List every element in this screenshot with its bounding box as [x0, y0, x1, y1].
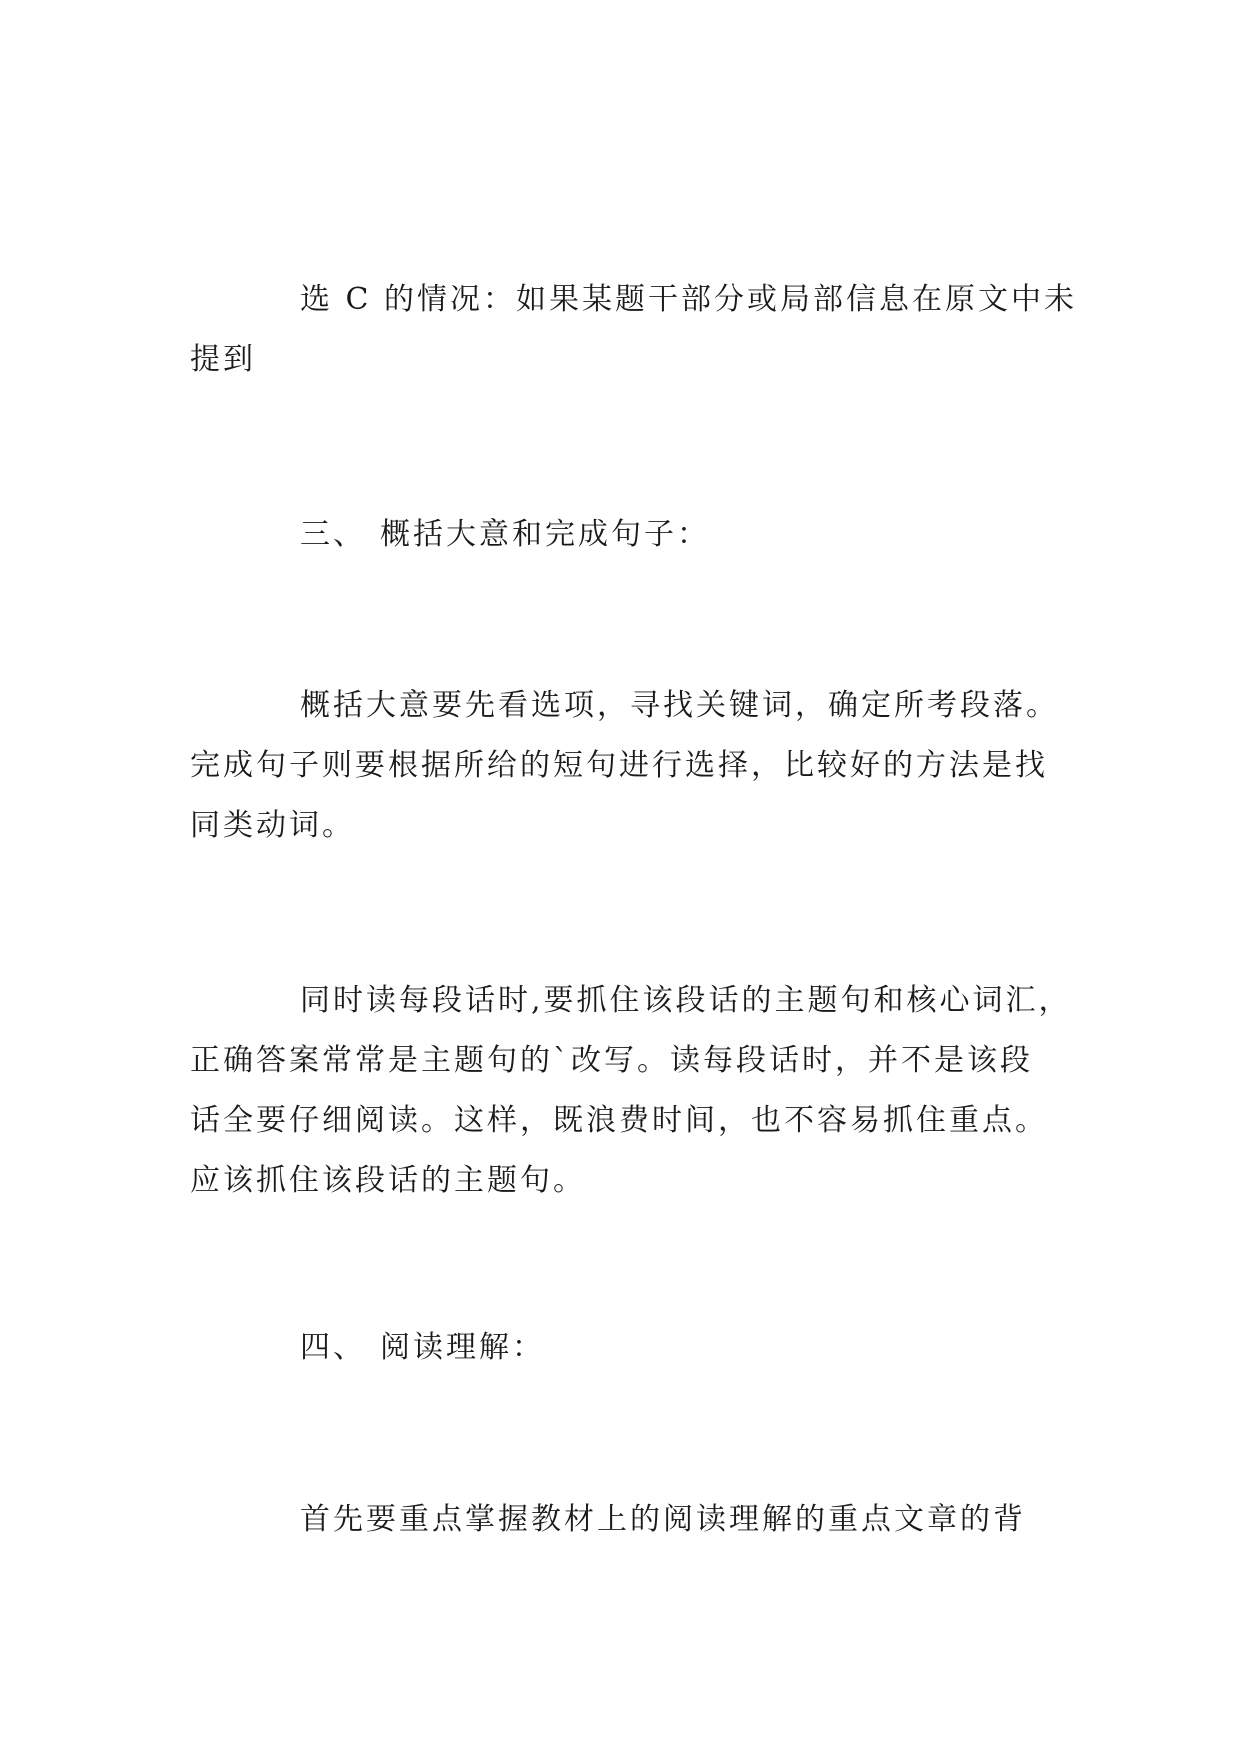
paragraph-line: 首先要重点掌握教材上的阅读理解的重点文章的背 — [300, 1502, 1026, 1537]
paragraph-line: 完成句子则要根据所给的短句进行选择，比较好的方法是找 — [190, 748, 1048, 783]
paragraph-line: 提到 — [190, 342, 256, 377]
paragraph-topic-sentence — [190, 971, 1072, 1211]
paragraph-line: 同类动词。 — [190, 808, 355, 843]
heading-text: 阅读理解： — [380, 1330, 545, 1365]
heading-number: 四、 — [300, 1330, 366, 1365]
heading-line — [190, 1318, 1050, 1378]
paragraph-option-c — [190, 270, 1078, 390]
paragraph-line: 正确答案常常是主题句的`改写。读每段话时，并不是该段 — [190, 1043, 1033, 1078]
paragraph-summary — [190, 676, 1059, 856]
paragraph-line: 同时读每段话时,要抓住该段话的主题句和核心词汇， — [300, 983, 1072, 1018]
heading-number: 三、 — [300, 517, 366, 552]
paragraph-line: 选 C 的情况：如果某题干部分或局部信息在原文中未 — [300, 282, 1078, 317]
paragraph-line: 话全要仔细阅读。这样，既浪费时间，也不容易抓住重点。 — [190, 1103, 1048, 1138]
paragraph-line: 概括大意要先看选项，寻找关键词，确定所考段落。 — [300, 688, 1059, 723]
paragraph-reading — [190, 1490, 1050, 1550]
heading-text: 概括大意和完成句子： — [380, 517, 710, 552]
section-heading-4 — [190, 1318, 1050, 1378]
section-heading-3 — [190, 505, 1050, 565]
heading-line — [190, 505, 1050, 565]
paragraph-line: 应该抓住该段话的主题句。 — [190, 1163, 586, 1198]
